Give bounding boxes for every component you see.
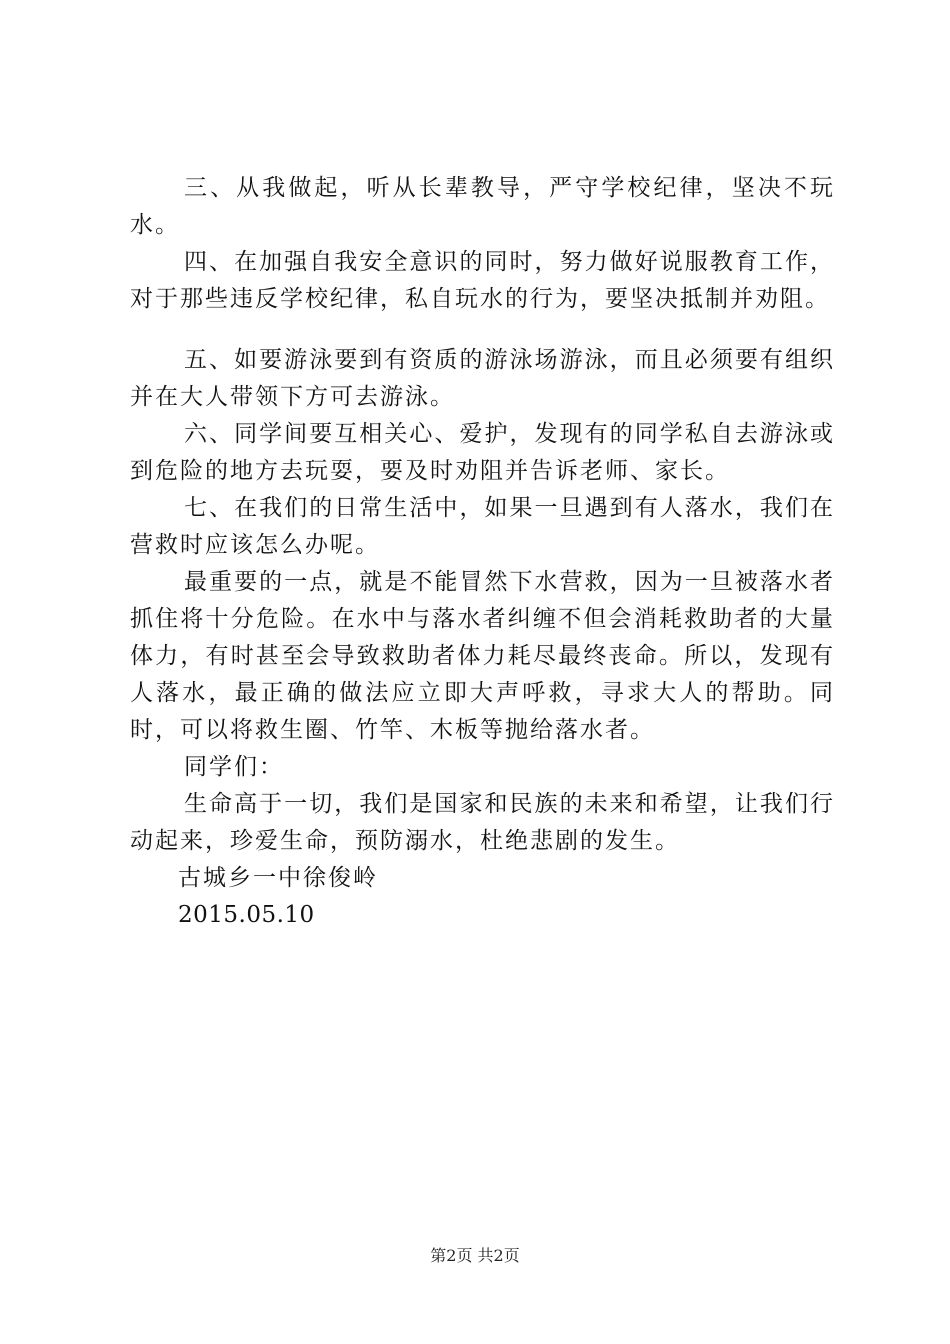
signature: 古城乡一中徐俊岭 (178, 865, 378, 891)
paragraph-5: 五、如要游泳要到有资质的游泳场游泳，而且必须要有组织并在大人带领下方可去游泳。 (130, 347, 835, 410)
paragraph-closing: 生命高于一切，我们是国家和民族的未来和希望，让我们行动起来，珍爱生命，预防溺水，杜绝悲剧的发生。 (130, 791, 835, 854)
paragraph-salutation: 同学们： (184, 754, 284, 780)
paragraph-4: 四、在加强自我安全意识的同时，努力做好说服教育工作，对于那些违反学校纪律，私自玩水的行为，要坚决抵制并劝阻。 (130, 249, 835, 312)
page-footer: 第2页 共2页 (430, 1246, 520, 1265)
document-date: 2015.05.10 (178, 902, 315, 928)
paragraph-3: 三、从我做起，听从长辈教导，严守学校纪律，坚决不玩水。 (130, 175, 835, 238)
paragraph-rescue-advice: 最重要的一点，就是不能冒然下水营救，因为一旦被落水者抓住将十分危险。在水中与落水者纠缠不但会消耗救助者的大量体力，有时甚至会导致救助者体力耗尽最终丧命。所以，发现有人落水，最正确的做法应立即大声呼救，寻求大人的帮助。同时，可以将救生圈、竹竿、木板等抛给落水者。 (130, 569, 835, 743)
document-body (130, 170, 835, 934)
paragraph-7: 七、在我们的日常生活中，如果一旦遇到有人落水，我们在营救时应该怎么办呢。 (130, 495, 835, 558)
paragraph-6: 六、同学间要互相关心、爱护，发现有的同学私自去游泳或到危险的地方去玩耍，要及时劝阻并告诉老师、家长。 (130, 421, 835, 484)
